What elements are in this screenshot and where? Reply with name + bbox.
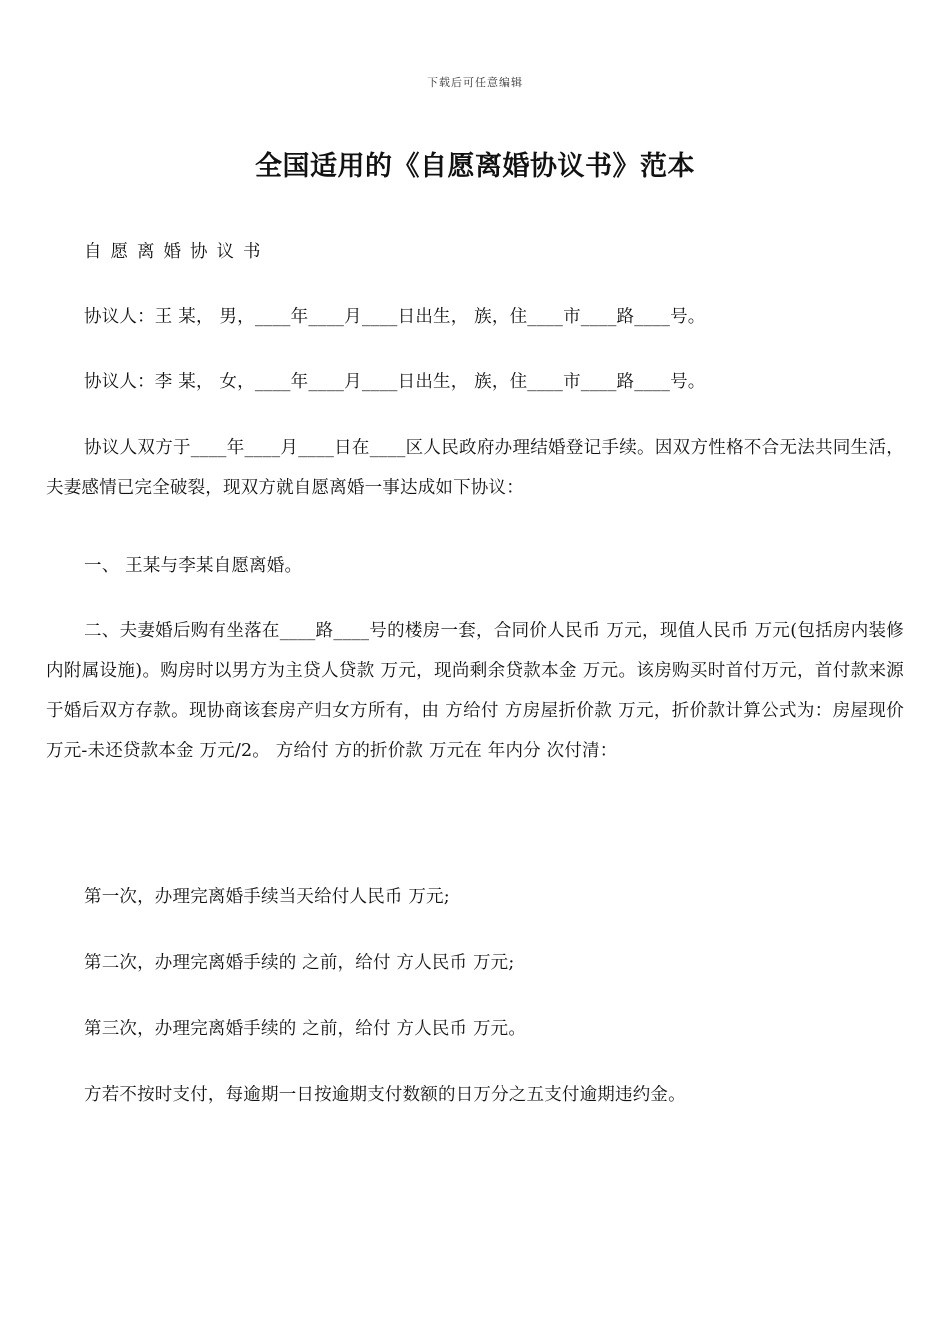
header-note: 下载后可任意编辑	[427, 76, 523, 89]
payment-two-block	[46, 943, 904, 983]
marriage-info-block	[46, 428, 904, 508]
penalty-block	[46, 1075, 904, 1115]
document-title: 全国适用的《自愿离婚协议书》范本	[255, 151, 695, 182]
clause-two-paragraph: 二、夫妻婚后购有坐落在____路____号的楼房一套，合同价人民币 万元，现值人民币 万元(包括房内装修内附属设施)。购房时以男方为主贷人贷款 万元，现尚剩余贷款本金 万元。该房购买时首付万元，首付款来源于婚后双方存款。现协商该套房产归女方所有，由 方给付 方房屋折价款 万元，折价款计算公式为：房屋现价 万元-未还贷款本金 万元/2。 方给付 方的折价款 万元在 年内分 次付清：	[46, 621, 904, 761]
marriage-info-paragraph: 协议人双方于____年____月____日在____区人民政府办理结婚登记手续。因双方性格不合无法共同生活，夫妻感情已完全破裂，现双方就自愿离婚一事达成如下协议：	[46, 438, 904, 498]
party-one-paragraph: 协议人：王 某， 男，____年____月____日出生， 族，住____市____路____号。	[84, 307, 706, 327]
payment-two-paragraph: 第二次，办理完离婚手续的 之前，给付 方人民币 万元;	[84, 953, 515, 973]
payment-one-block	[46, 877, 904, 917]
clause-one-block	[46, 546, 904, 586]
party-two-block	[46, 362, 904, 402]
subtitle-block	[46, 232, 904, 272]
payment-three-block	[46, 1009, 904, 1049]
party-two-paragraph: 协议人：李 某， 女，____年____月____日出生， 族，住____市____路____号。	[84, 372, 706, 392]
payment-one-paragraph: 第一次，办理完离婚手续当天给付人民币 万元;	[84, 887, 450, 907]
clause-one-paragraph: 一、 王某与李某自愿离婚。	[84, 556, 303, 576]
penalty-paragraph: 方若不按时支付，每逾期一日按逾期支付数额的日万分之五支付逾期违约金。	[84, 1085, 686, 1105]
payment-three-paragraph: 第三次，办理完离婚手续的 之前，给付 方人民币 万元。	[84, 1019, 527, 1039]
party-one-block	[46, 297, 904, 337]
clause-two-block	[46, 611, 904, 771]
agreement-subtitle: 自愿离婚协议书	[84, 242, 270, 262]
